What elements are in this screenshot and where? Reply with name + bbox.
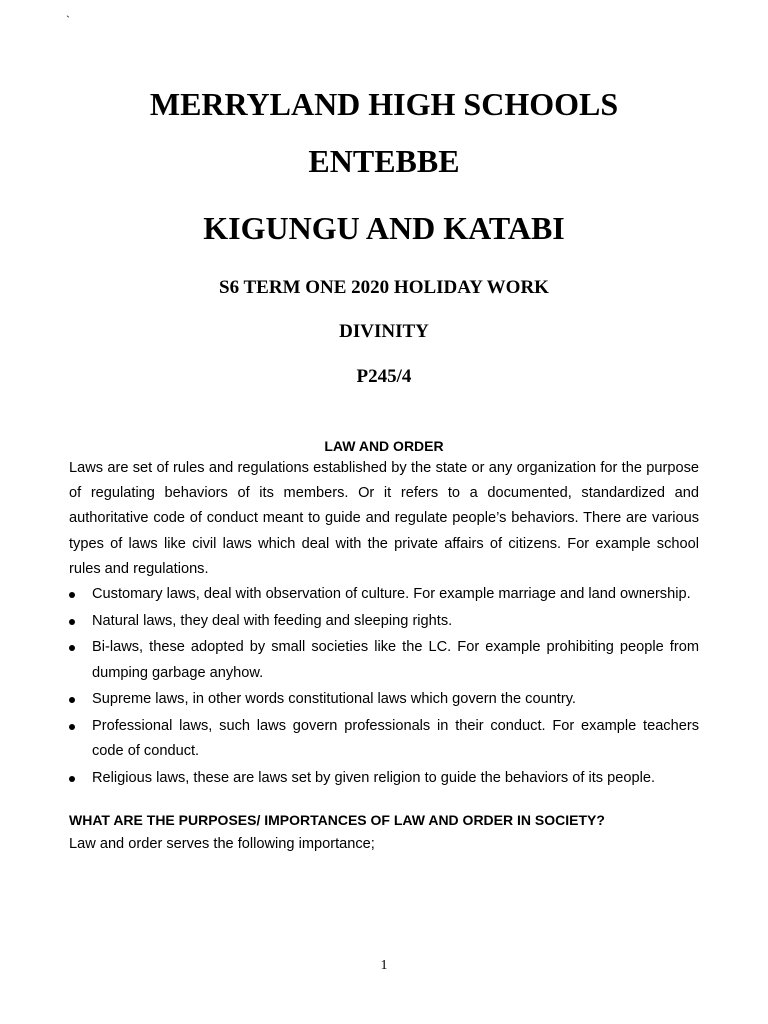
subject-heading: DIVINITY bbox=[339, 321, 429, 342]
law-types-list bbox=[69, 582, 699, 791]
page-number: 1 bbox=[380, 958, 388, 973]
bullet-icon bbox=[69, 592, 75, 598]
list-item-text: Bi-laws, these adopted by small societies like the LC. For example prohibiting people from dumping garbage anyhow. bbox=[92, 639, 699, 681]
question-heading: WHAT ARE THE PURPOSES/ IMPORTANCES OF LAW AND ORDER IN SOCIETY? bbox=[69, 812, 605, 829]
bullet-icon bbox=[69, 619, 75, 625]
list-item bbox=[69, 635, 699, 685]
section-title: LAW AND ORDER bbox=[324, 438, 444, 454]
stray-mark: ` bbox=[66, 13, 70, 27]
list-item-text: Religious laws, these are laws set by given religion to guide the behaviors of its people. bbox=[92, 769, 655, 786]
term-heading: S6 TERM ONE 2020 HOLIDAY WORK bbox=[219, 277, 549, 298]
list-item-text: Natural laws, they deal with feeding and sleeping rights. bbox=[92, 612, 453, 629]
list-item-text: Customary laws, deal with observation of culture. For example marriage and land ownership. bbox=[92, 586, 691, 603]
list-item bbox=[69, 609, 699, 634]
paper-code-heading: P245/4 bbox=[356, 366, 412, 387]
list-item bbox=[69, 687, 699, 712]
question-lead-text: Law and order serves the following importance; bbox=[69, 836, 375, 853]
list-item-text: Supreme laws, in other words constitutional laws which govern the country. bbox=[92, 691, 576, 708]
bullet-icon bbox=[69, 697, 75, 703]
document-body bbox=[69, 436, 699, 857]
list-item bbox=[69, 582, 699, 607]
town-heading: ENTEBBE bbox=[308, 143, 460, 179]
list-item bbox=[69, 766, 699, 791]
bullet-icon bbox=[69, 645, 75, 651]
bullet-icon bbox=[69, 724, 75, 730]
list-item-text: Professional laws, such laws govern professionals in their conduct. For example teachers code of conduct. bbox=[92, 718, 699, 760]
list-item bbox=[69, 714, 699, 764]
bullet-icon bbox=[69, 776, 75, 782]
school-name-heading: MERRYLAND HIGH SCHOOLS bbox=[149, 86, 619, 122]
campuses-heading: KIGUNGU AND KATABI bbox=[203, 210, 565, 246]
intro-paragraph: Laws are set of rules and regulations established by the state or any organization for the purpose of regulating behaviors of its members. Or it refers to a documented, standardized and authoritative code of conduct meant to guide and regulate people’s behaviors. There are various types of laws like civil laws which deal with the private affairs of citizens. For example school rules and regulations. bbox=[69, 460, 699, 577]
